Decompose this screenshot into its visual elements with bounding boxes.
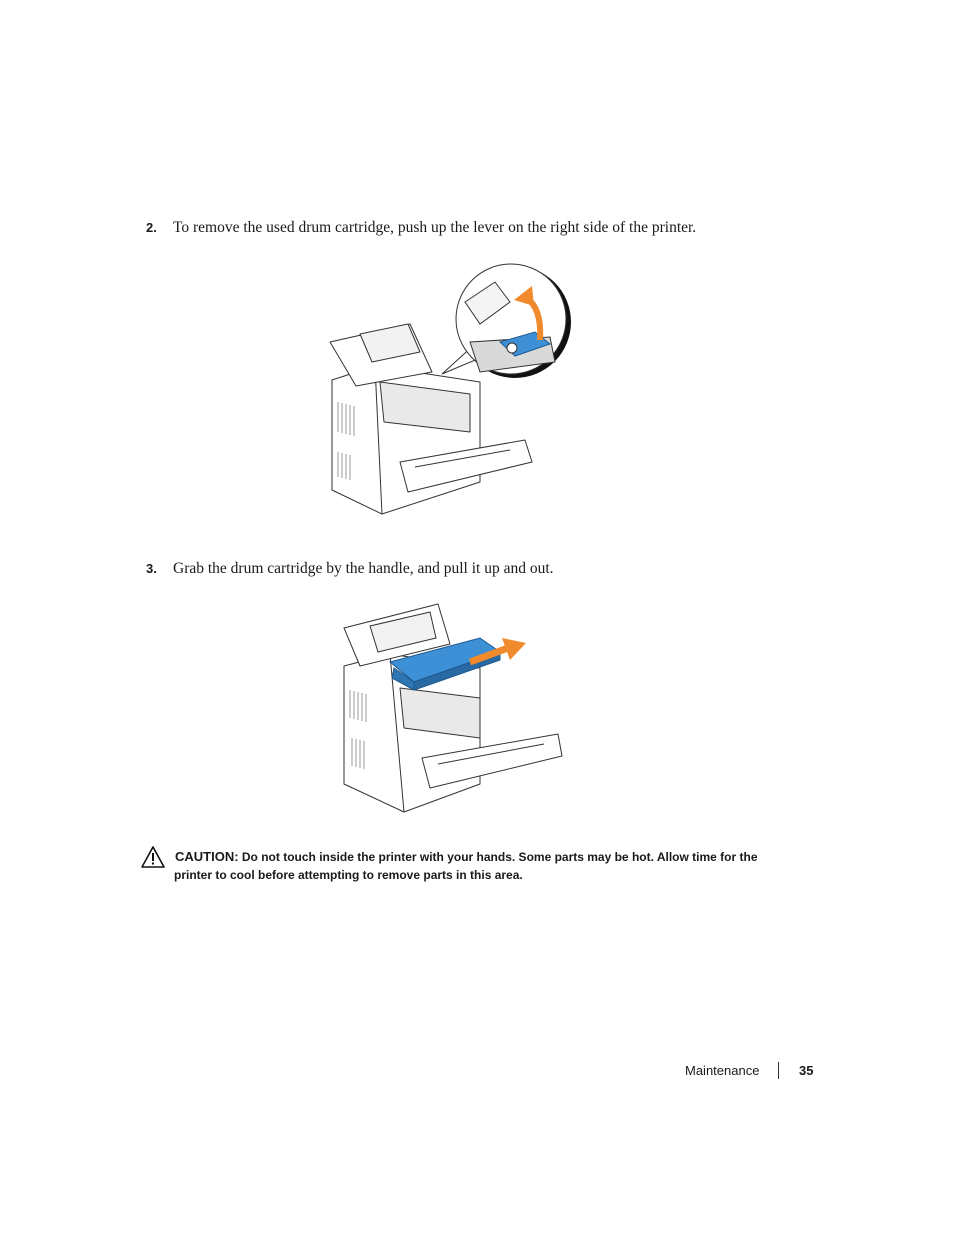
footer-divider	[778, 1062, 779, 1079]
caution-text-line1: Do not touch inside the printer with your hands. Some parts may be hot. Allow time for the	[241, 850, 758, 864]
page-number: 35	[799, 1063, 814, 1078]
caution-text-line2: printer to cool before attempting to remove parts in this area.	[174, 868, 523, 882]
caution-label: CAUTION:	[175, 849, 239, 864]
step-text: Grab the drum cartridge by the handle, and pull it up and out.	[173, 560, 554, 577]
step-2	[146, 218, 696, 238]
warning-triangle-icon	[140, 845, 166, 869]
footer-section-name: Maintenance	[685, 1063, 760, 1078]
printer-lever-illustration	[320, 262, 580, 524]
step-text: To remove the used drum cartridge, push up the lever on the right side of the printer.	[173, 219, 697, 236]
step-number: 3.	[146, 561, 157, 576]
step-number: 2.	[146, 220, 157, 235]
step-3	[146, 559, 554, 579]
drum-removal-illustration	[330, 598, 570, 820]
